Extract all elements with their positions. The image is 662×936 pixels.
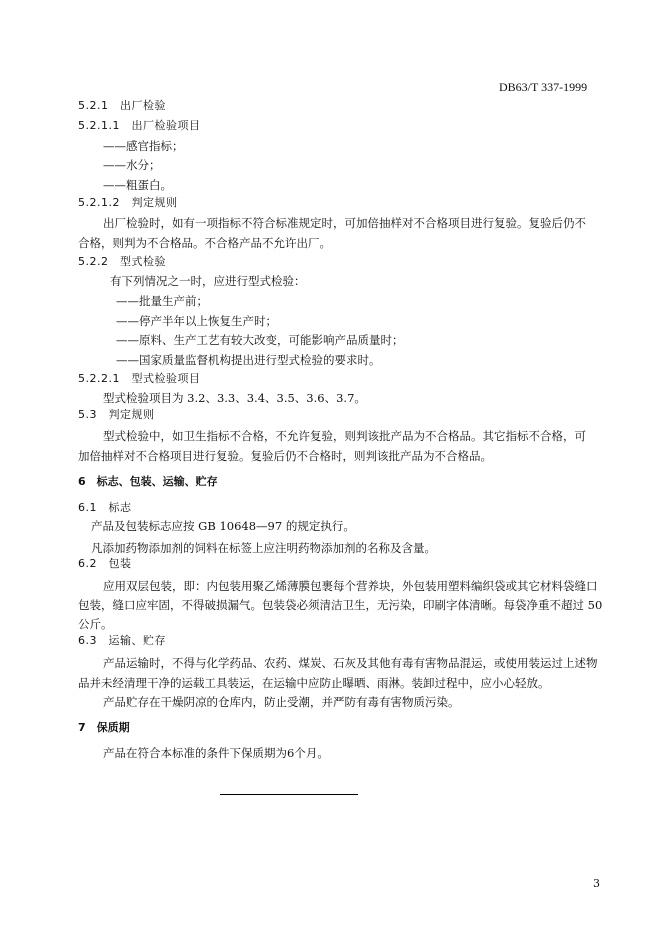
heading-7: 7 保质期 xyxy=(78,721,130,734)
page-number: 3 xyxy=(593,877,600,890)
list-item: ——水分； xyxy=(103,158,161,172)
paragraph-line: 产品及包装标志应按 GB 10648—97 的规定执行。 xyxy=(91,519,355,533)
list-item: ——国家质量监督机构提出进行型式检验的要求时。 xyxy=(116,353,381,367)
paragraph-line: 产品贮存在干燥阴凉的仓库内，防止受潮，并严防有毒有害物质污染。 xyxy=(103,695,460,709)
list-item: ——粗蛋白。 xyxy=(103,178,172,192)
document-id: DB63/T 337-1999 xyxy=(499,80,588,94)
end-rule xyxy=(220,794,358,795)
list-item: ——停产半年以上恢复生产时； xyxy=(116,314,277,328)
paragraph-line: 合格，则判为不合格品。不合格产品不允许出厂。 xyxy=(78,236,331,250)
list-item: ——感官指标； xyxy=(103,139,184,153)
paragraph-line: 凡添加药物添加剂的饲料在标签上应注明药物添加剂的名称及含量。 xyxy=(91,541,436,555)
heading-5-2-2-1: 5.2.2.1 型式检验项目 xyxy=(78,372,201,385)
paragraph-line: 加倍抽样对不合格项目进行复验。复验后仍不合格时，则判该批产品为不合格品。 xyxy=(78,449,492,463)
paragraph-line: 产品运输时，不得与化学药品、农药、煤炭、石灰及其他有毒有害物品混运，或使用装运过上述物 xyxy=(103,656,598,670)
heading-6: 6 标志、包装、运输、贮存 xyxy=(78,475,218,488)
heading-5-3: 5.3 判定规则 xyxy=(78,408,155,421)
list-item: ——批量生产前； xyxy=(116,294,208,308)
heading-5-2-2: 5.2.2 型式检验 xyxy=(78,255,166,268)
paragraph-line: 出厂检验时，如有一项指标不符合标准规定时，可加倍抽样对不合格项目进行复验。复验后仍不 xyxy=(103,216,586,230)
list-item: ——原料、生产工艺有较大改变，可能影响产品质量时； xyxy=(116,333,404,347)
paragraph-line: 公斤。 xyxy=(78,617,113,631)
heading-5-2-1: 5.2.1 出厂检验 xyxy=(78,99,166,112)
heading-5-2-1-2: 5.2.1.2 判定规则 xyxy=(78,196,178,209)
heading-6-3: 6.3 运输、贮存 xyxy=(78,634,166,647)
heading-6-2: 6.2 包装 xyxy=(78,557,132,570)
paragraph-line: 产品在符合本标准的条件下保质期为6个月。 xyxy=(103,746,329,760)
paragraph-line: 型式检验中，如卫生指标不合格，不允许复验，则判该批产品为不合格品。其它指标不合格，可 xyxy=(103,429,586,443)
paragraph-line: 包装，缝口应牢固，不得破损漏气。包装袋必须清洁卫生，无污染，印刷字体清晰。每袋净重不超过 50 xyxy=(78,598,603,612)
paragraph-line: 品并未经清理干净的运载工具装运，在运输中应防止曝晒、雨淋。装卸过程中，应小心轻放。 xyxy=(78,676,550,690)
heading-6-1: 6.1 标志 xyxy=(78,501,132,514)
heading-5-2-1-1: 5.2.1.1 出厂检验项目 xyxy=(78,119,201,132)
paragraph-line: 应用双层包装，即：内包装用聚乙烯薄膜包裹每个营养块，外包装用塑料编织袋或其它材料袋缝口 xyxy=(103,579,598,593)
paragraph-line: 型式检验项目为 3.2、3.3、3.4、3.5、3.6、3.7。 xyxy=(103,391,366,405)
paragraph-line: 有下列情况之一时，应进行型式检验： xyxy=(110,274,306,288)
